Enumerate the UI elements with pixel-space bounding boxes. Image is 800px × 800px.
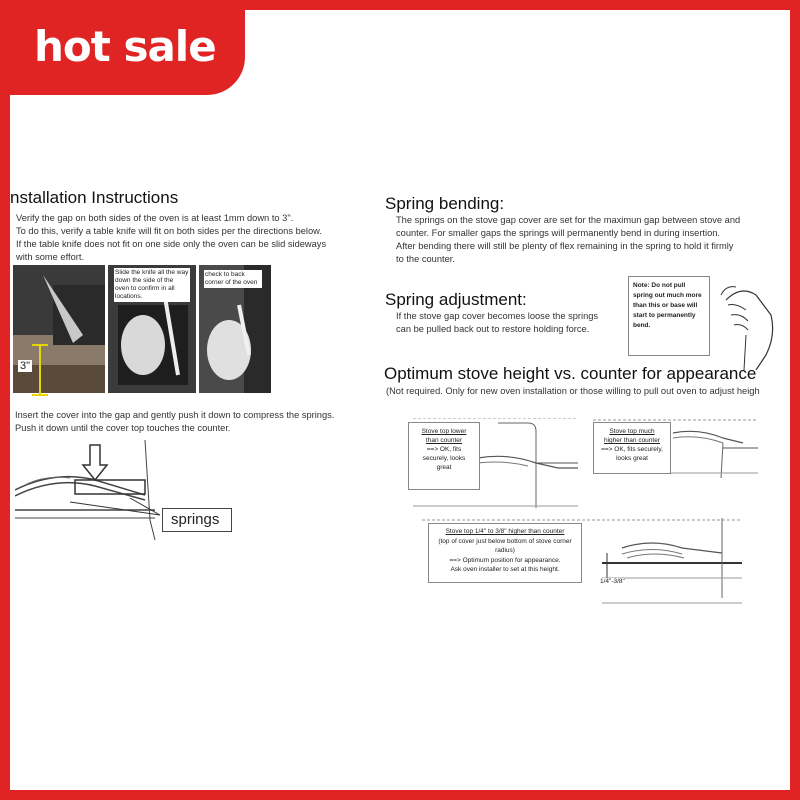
measure-label: 3" bbox=[20, 360, 31, 372]
bending-line-4: to the counter. bbox=[396, 254, 455, 264]
optimum-measure-label: 1/4"-3/8" bbox=[600, 578, 625, 585]
frame-right bbox=[790, 0, 800, 800]
spring-adjustment-title: Spring adjustment: bbox=[385, 290, 527, 309]
insert-line-1: Insert the cover into the gap and gently push it down to compress the springs. bbox=[15, 410, 335, 420]
install-line-2: To do this, verify a table knife will fit on both sides per the directions below. bbox=[16, 226, 322, 236]
adjustment-line-1: If the stove gap cover becomes loose the springs bbox=[396, 311, 599, 321]
frame-left bbox=[0, 0, 10, 800]
install-line-1: Verify the gap on both sides of the oven is at least 1mm down to 3". bbox=[16, 213, 294, 223]
springs-label-box bbox=[162, 508, 232, 532]
optimum-subtitle: (Not required. Only for new oven installation or those willing to pull out oven to adjust heigh bbox=[386, 386, 760, 396]
box2-line-2: higher than counter bbox=[603, 437, 660, 444]
badge-text: hot sale bbox=[34, 22, 216, 71]
springs-label: springs bbox=[171, 511, 220, 528]
springs-diagram bbox=[15, 440, 235, 550]
note-text: Note: Do not pull spring out much more than this or base will start to permanently bend. bbox=[633, 282, 702, 329]
box3-line-4: ==> Optimum position for appearance. bbox=[449, 556, 561, 564]
lower-stove-box bbox=[408, 422, 480, 490]
box3-line-5: Ask oven installer to set at this height. bbox=[450, 566, 560, 573]
frame-bottom bbox=[0, 790, 800, 800]
box2-line-4: looks great bbox=[616, 455, 648, 462]
box1-line-3: ==> OK, fits bbox=[426, 446, 462, 453]
box2-line-1: Stove top much bbox=[609, 428, 655, 435]
hand-pulling-spring-sketch bbox=[716, 275, 786, 370]
bending-line-1: The springs on the stove gap cover are set for the maximun gap between stove and bbox=[396, 215, 741, 225]
install-line-3: If the table knife does not fit on one side only the oven can be slid sideways bbox=[16, 239, 327, 249]
installation-title: nstallation Instructions bbox=[10, 188, 179, 207]
adjustment-line-2: can be pulled back out to restore holding force. bbox=[396, 324, 590, 334]
insert-line-2: Push it down until the cover top touches the counter. bbox=[15, 423, 231, 433]
box3-line-2: (top of cover just below bottom of stove corner bbox=[438, 537, 572, 545]
higher-stove-box bbox=[593, 422, 671, 474]
box2-line-3: ==> OK, fits securely, bbox=[601, 446, 663, 453]
note-box bbox=[628, 276, 710, 356]
optimum-stove-box bbox=[428, 523, 582, 583]
caption-slide-knife: Slide the knife all the way down the side of the oven to confirm in all locations. bbox=[115, 269, 189, 300]
box3-line-1: Stove top 1/4" to 3/8" higher than counter bbox=[445, 528, 565, 535]
spring-bending-title: Spring bending: bbox=[385, 194, 505, 213]
box1-line-2: than counter bbox=[425, 437, 463, 444]
bending-line-2: counter. For smaller gaps the springs will permanently bend in during insertion. bbox=[396, 228, 721, 238]
box1-line-5: great bbox=[436, 464, 452, 471]
bending-line-3: After bending there will still be plenty of flex remaining in the spring to hold it firmly bbox=[396, 241, 734, 251]
optimum-title: Optimum stove height vs. counter for appearance bbox=[384, 364, 757, 383]
hot-sale-badge bbox=[0, 0, 245, 95]
box1-line-4: securely, looks bbox=[422, 455, 466, 462]
box1-line-1: Stove top lower bbox=[421, 428, 467, 435]
box3-line-3: radius) bbox=[495, 547, 515, 554]
caption-back-corner: check to back corner of the oven bbox=[204, 270, 262, 288]
install-line-4: with some effort. bbox=[16, 252, 85, 262]
